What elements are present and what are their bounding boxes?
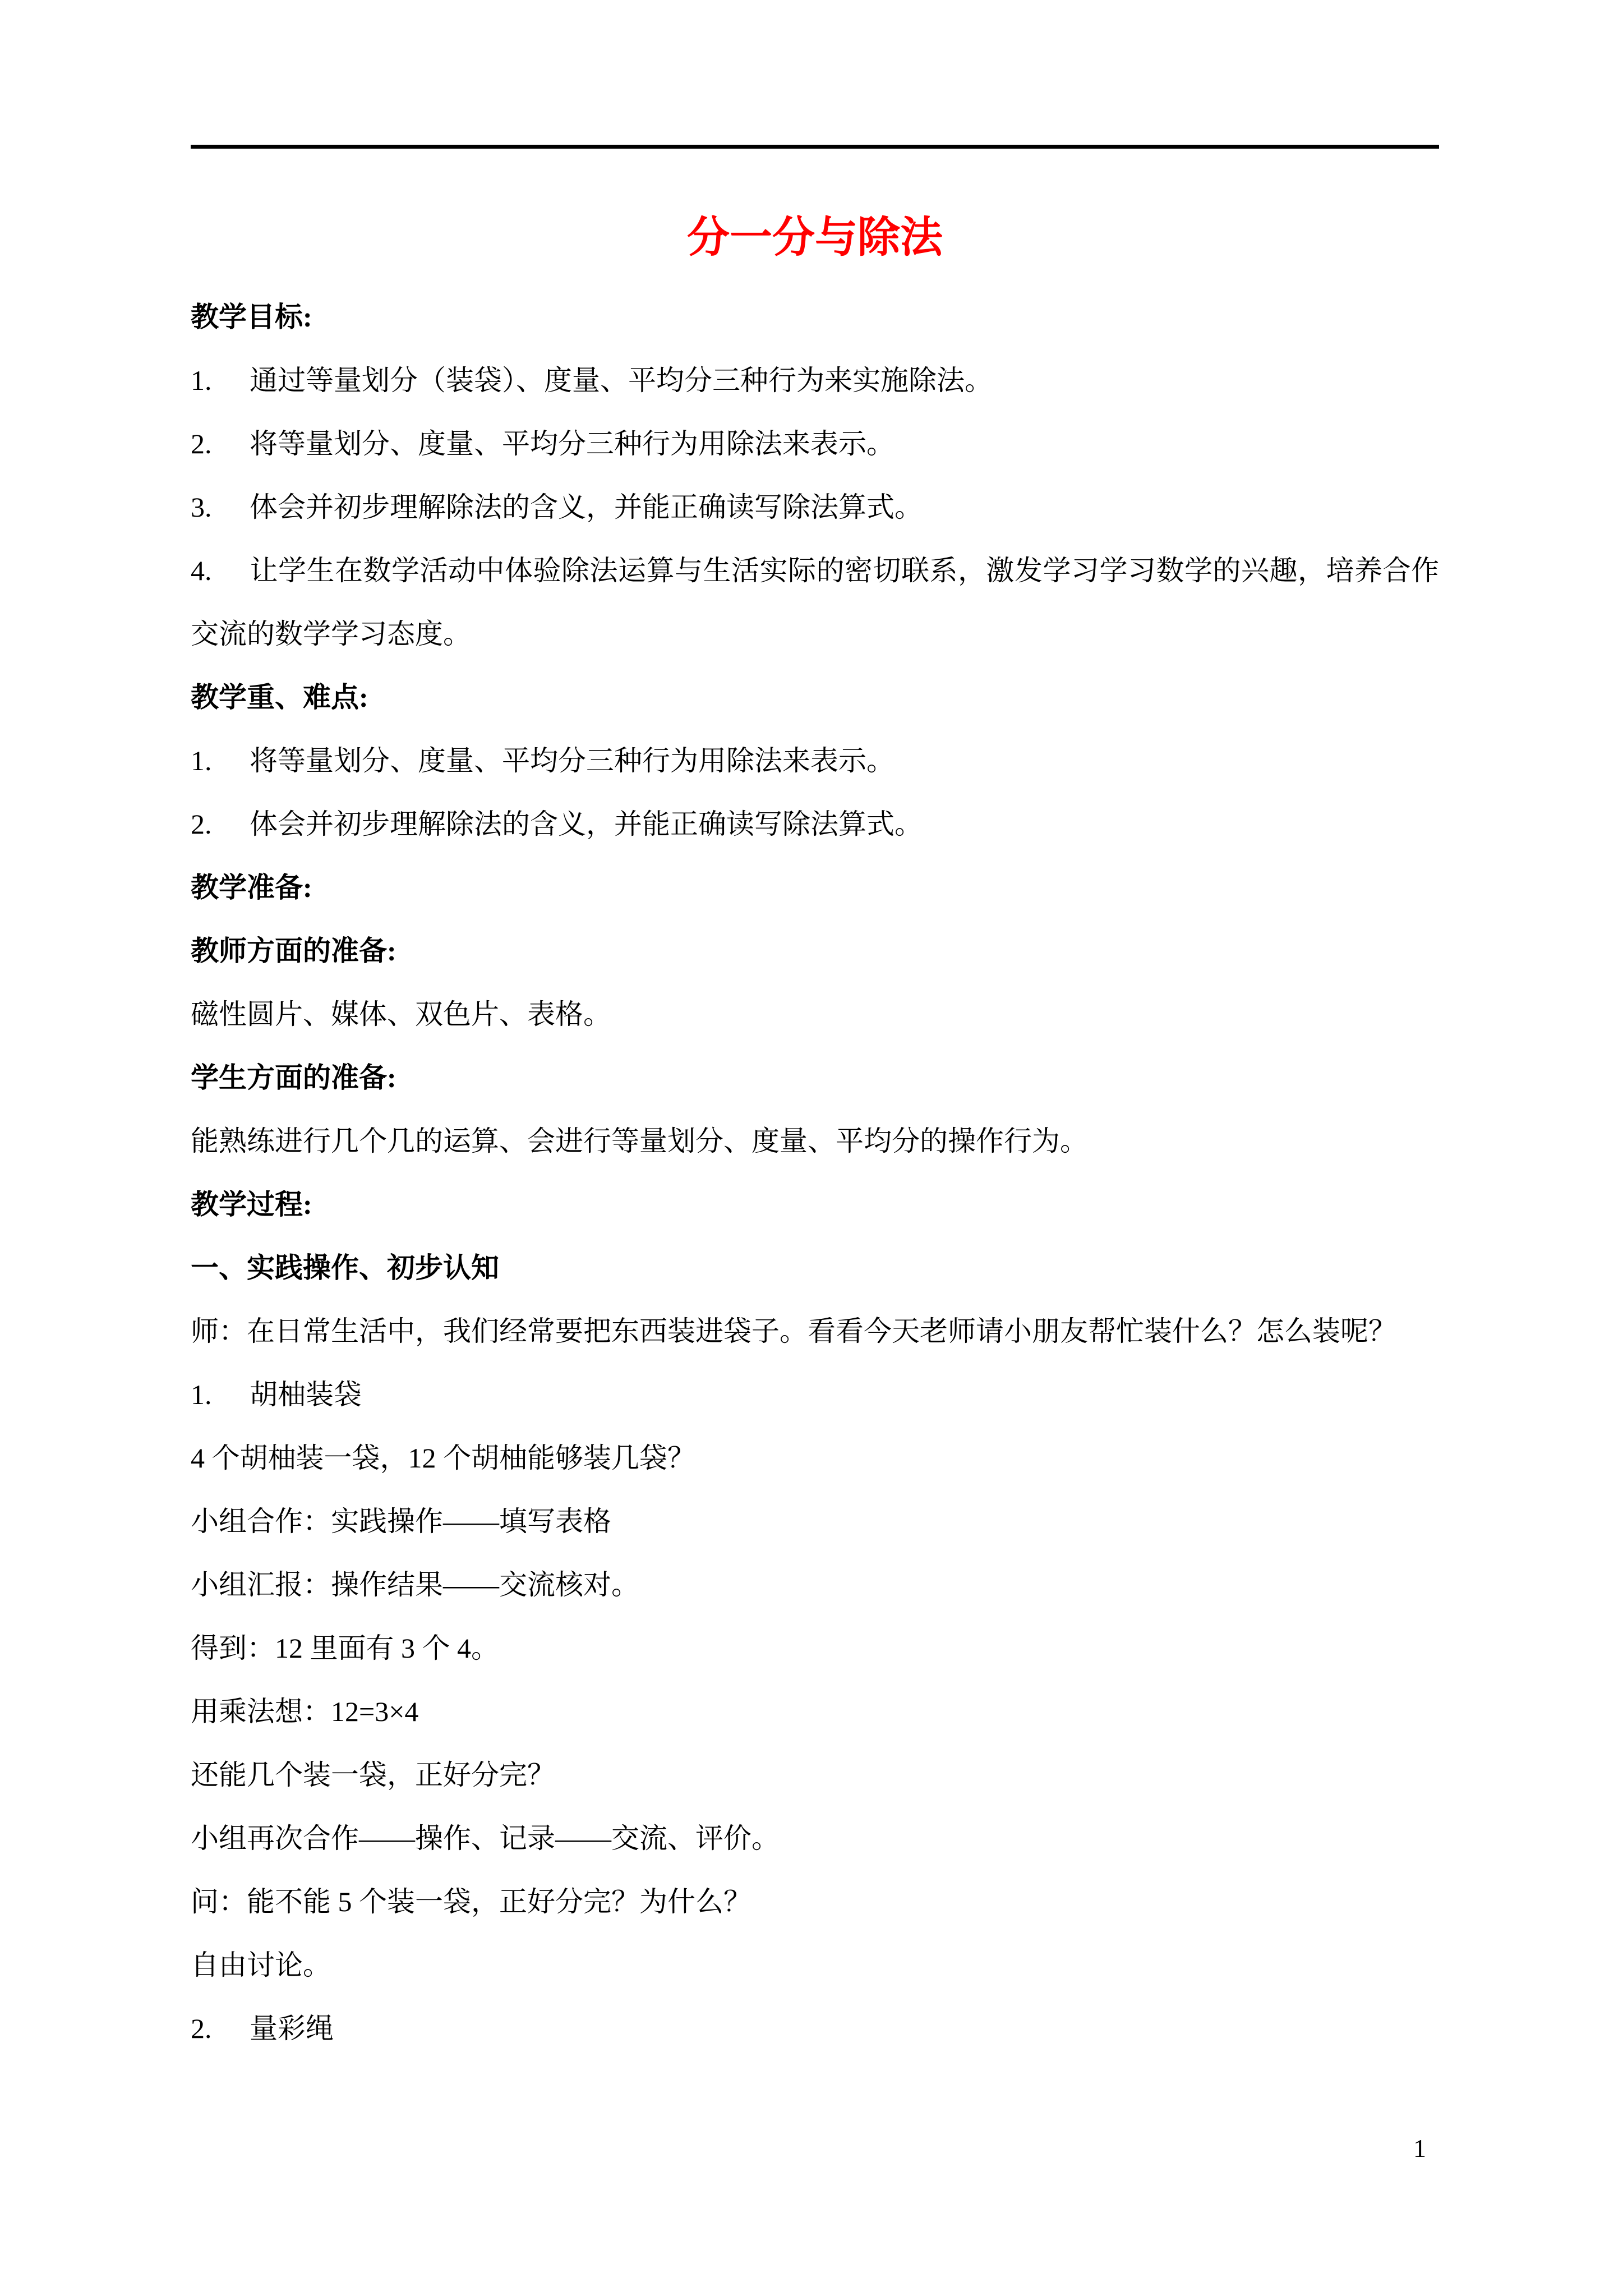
list-item-text: 将等量划分、度量、平均分三种行为用除法来表示。 (250, 428, 895, 459)
list-item-text: 胡柚装袋 (250, 1379, 362, 1410)
section-heading-key-points: 教学重、难点: (191, 682, 368, 713)
list-item (191, 412, 1439, 476)
list-item-text: 体会并初步理解除法的含义，并能正确读写除法算式。 (250, 808, 923, 840)
list-item (191, 1997, 1439, 2060)
list-item (191, 793, 1439, 856)
list-item (191, 539, 1439, 666)
paragraph: 自由讨论。 (191, 1949, 331, 1981)
list-item (191, 729, 1439, 793)
list-item (191, 1363, 1439, 1427)
paragraph: 4 个胡柚装一袋，12 个胡柚能够装几袋？ (191, 1442, 695, 1474)
list-item (191, 476, 1439, 539)
section-heading-teacher-prep: 教师方面的准备: (191, 935, 396, 967)
paragraph: 小组汇报：操作结果——交流核对。 (191, 1569, 639, 1600)
paragraph: 师：在日常生活中，我们经常要把东西装进袋子。看看今天老师请小朋友帮忙装什么？怎么装呢？ (191, 1315, 1396, 1347)
list-item-number: 1. (191, 365, 212, 396)
list-item-text: 让学生在数学活动中体验除法运算与生活实际的密切联系，激发学习学习数学的兴趣，培养合作交流的数学学习态度。 (191, 555, 1439, 650)
paragraph: 磁性圆片、媒体、双色片、表格。 (191, 999, 611, 1030)
section-heading-step-one: 一、实践操作、初步认知 (191, 1252, 499, 1283)
paragraph: 小组再次合作——操作、记录——交流、评价。 (191, 1823, 780, 1854)
list-item-number: 1. (191, 1379, 212, 1410)
list-item-text: 将等量划分、度量、平均分三种行为用除法来表示。 (250, 745, 895, 776)
list-item-text: 通过等量划分（装袋）、度量、平均分三种行为来实施除法。 (250, 365, 993, 396)
section-heading-process: 教学过程: (191, 1189, 312, 1220)
list-item (191, 349, 1439, 412)
paragraph: 得到：12 里面有 3 个 4。 (191, 1632, 499, 1664)
list-item-number: 2. (191, 2013, 212, 2044)
document-body (191, 0, 1439, 2060)
section-heading-objectives: 教学目标: (191, 301, 312, 333)
section-heading-student-prep: 学生方面的准备: (191, 1062, 396, 1093)
list-item-number: 4. (191, 555, 212, 586)
page-number: 1 (1413, 2134, 1426, 2162)
list-item-number: 2. (191, 808, 212, 840)
list-item-number: 1. (191, 745, 212, 776)
section-heading-preparation: 教学准备: (191, 872, 312, 903)
list-item-text: 量彩绳 (250, 2013, 334, 2044)
paragraph: 用乘法想：12=3×4 (191, 1696, 419, 1727)
list-item-text: 体会并初步理解除法的含义，并能正确读写除法算式。 (250, 491, 923, 523)
paragraph: 小组合作：实践操作——填写表格 (191, 1506, 611, 1537)
paragraph: 能熟练进行几个几的运算、会进行等量划分、度量、平均分的操作行为。 (191, 1125, 1088, 1157)
document-title: 分一分与除法 (687, 214, 943, 261)
list-item-number: 2. (191, 428, 212, 459)
paragraph: 问：能不能 5 个装一袋，正好分完？为什么？ (191, 1886, 751, 1917)
paragraph: 还能几个装一袋，正好分完？ (191, 1759, 555, 1791)
list-item-number: 3. (191, 491, 212, 523)
